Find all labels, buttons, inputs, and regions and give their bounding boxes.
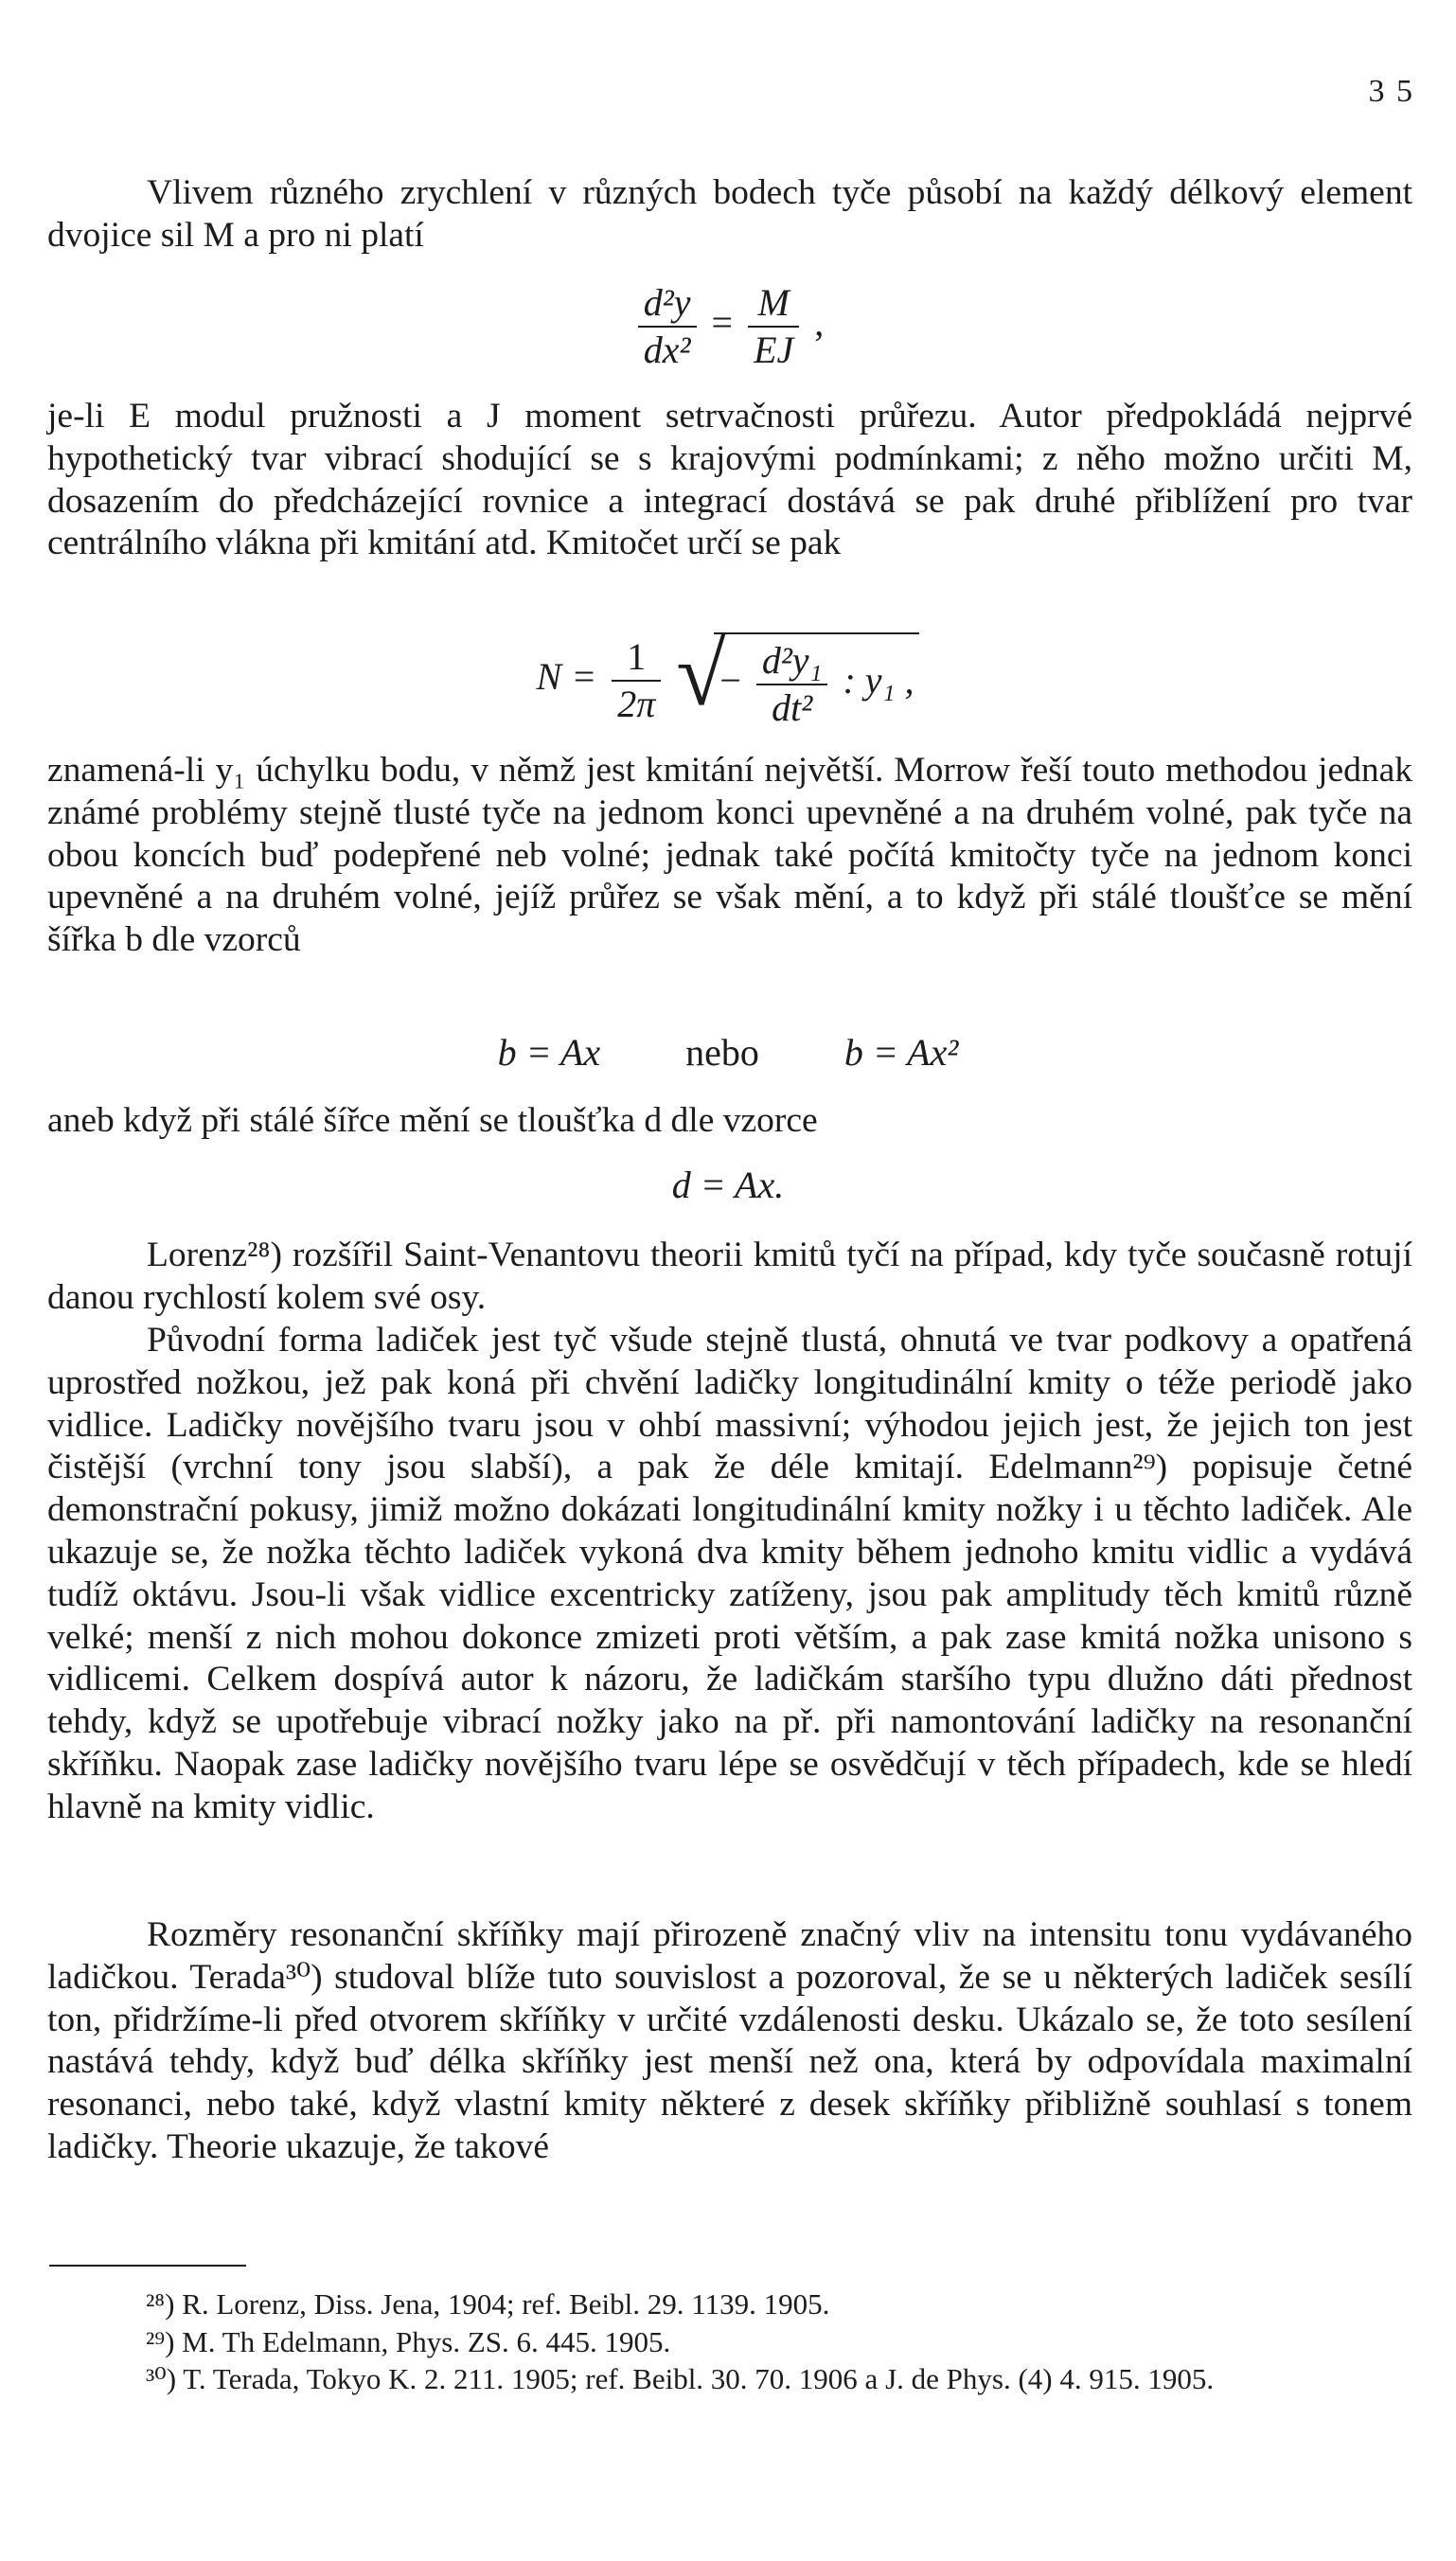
fraction-coefficient [612, 636, 661, 725]
formula-tail: : y₁ , [843, 659, 914, 702]
square-root [676, 623, 919, 729]
fraction-lhs [638, 282, 697, 371]
fraction-numerator: 1 [612, 636, 661, 682]
formula-text: d = Ax. [671, 1164, 785, 1206]
equals-sign: = [711, 301, 734, 345]
formula-word: nebo [685, 1031, 759, 1074]
fraction-denominator: dx² [643, 329, 691, 371]
paragraph-text: Původní forma ladiček jest tyč všude stejně tlustá, ohnutá ve tvar podkovy a opatřená uprostřed nožkou, jež pak koná při chvění ladičky longitudinální kmity o téže periodě jako vidlice. Ladičky novějšího tvaru jsou v ohbí massivní; výhodou jejich jest, že jejich ton jest čistější (vrchní tony jsou slabší), a pak že déle kmitají. Edelmann²⁹) popisuje četné demonstrační pokusy, jimiž možno dokázati longitudinální kmity nožky i u těchto ladiček. Ale ukazuje se, že nožka těchto ladiček vykoná dva kmity během jednoho kmitu vidlic a vydává tudíž oktávu. Jsou-li však vidlice excentricky zatíženy, jsou pak amplitudy těch kmitů různě velké; menší z nich mohou dokonce zmizeti proti větším, a pak zase kmitá nožka unisono s vidlicemi. Celkem dospívá autor k názoru, že ladičkám staršího typu dlužno dáti přednost tehdy, když se upotřebuje vibrací nožky jako na př. při namontování ladičky na resonanční skříňku. Naopak zase ladičky novějšího tvaru lépe se osvědčují v těch případech, kde se hledí hlavně na kmity vidlic. [47, 1321, 1412, 1826]
paragraph-text: aneb když při stálé šířce mění se tloušťka d dle vzorce [47, 1101, 818, 1140]
paragraph-text: Rozměry resonanční skříňky mají přirozeně značný vliv na intensitu tonu vydávaného ladičkou. Terada³⁰) studoval blíže tuto souvislost a pozoroval, že se u některých ladiček sesílí ton, přidržíme-li před otvorem skříňky v určité vzdálenosti desku. Ukázalo se, že toto sesílení nastává tehdy, když buď délka skříňky jest menší než ona, která by odpovídala maximalní resonanci, nebo také, když vlastní kmity některé z desek skříňky přibližně souhlasí s tonem ladičky. Theorie ukazuje, že takové [47, 1915, 1412, 2166]
fraction-denominator: EJ [754, 329, 794, 371]
formula-thickness-law [0, 1163, 1456, 1210]
paragraph-text: Vlivem různého zrychlení v různých bodech tyče působí na každý délkový element dvojice sil M a pro ni platí [47, 173, 1412, 255]
paragraph-1 [47, 172, 1412, 258]
paragraph-3 [47, 750, 1412, 962]
fraction-denominator: dt² [772, 686, 813, 729]
fraction-numerator: d²y [638, 282, 697, 328]
fraction-numerator: d²y₁ [756, 640, 828, 685]
paragraph-text: znamená-li y₁ úchylku bodu, v němž jest kmitání největší. Morrow řeší touto methodou jednak známé problémy stejně tlusté tyče na jednom konci upevněné a na druhém volné, pak tyče na obou koncích buď podepřené neb volné; jednak také počítá kmitočty tyče na jednom konci upevněné a na druhém volné, jejíž průřez se však mění, a to když při stálé tloušťce se mění šířka b dle vzorců [47, 751, 1412, 960]
paragraph-4 [47, 1100, 1412, 1143]
footnotes [47, 2285, 1412, 2398]
paragraph-6 [47, 1320, 1412, 1829]
radicand [714, 632, 919, 729]
formula-right: b = Ax² [843, 1031, 959, 1074]
footnote-30: ³⁰) T. Terada, Tokyo K. 2. 211. 1905; ref. Beibl. 30. 70. 1906 a J. de Phys. (4) 4. 915. 1905. [146, 2362, 1215, 2395]
fraction-rhs [748, 282, 799, 371]
paragraph-5 [47, 1235, 1412, 1320]
paragraph-7 [47, 1914, 1412, 2169]
formula-width-law [0, 1030, 1456, 1077]
formula-separator: , [814, 301, 825, 345]
formula-lhs: N = [536, 655, 597, 699]
formula-left: b = Ax [497, 1031, 601, 1074]
fraction-inner [756, 640, 828, 729]
radical-sign: √ [676, 623, 726, 724]
footnote-28: ²⁸) R. Lorenz, Diss. Jena, 1904; ref. Beibl. 29. 1139. 1905. [146, 2287, 830, 2321]
formula-curvature [0, 282, 1456, 382]
paragraph-2 [47, 396, 1412, 565]
minus-sign: − [719, 659, 741, 702]
fraction-denominator: 2π [617, 683, 656, 725]
paragraph-text: je-li E modul pružnosti a J moment setrvačnosti průřezu. Autor předpokládá nejprvé hypothetický tvar vibrací shodující se s krajovými podmínkami; z něho možno určiti M, dosazením do předcházející rovnice a integrací dostává se pak druhé přiblížení pro tvar centrálního vlákna při kmitání atd. Kmitočet určí se pak [47, 397, 1412, 563]
paragraph-text: Lorenz²⁸) rozšířil Saint-Venantovu theorii kmitů tyčí na případ, kdy tyče současně rotují danou rychlostí kolem své osy. [47, 1236, 1412, 1317]
formula-frequency [0, 623, 1456, 737]
fraction-numerator: M [748, 282, 799, 328]
footnote-rule [49, 2265, 246, 2267]
page-number: 3 5 [1368, 74, 1414, 109]
footnote-29: ²⁹) M. Th Edelmann, Phys. ZS. 6. 445. 1905. [146, 2324, 671, 2358]
